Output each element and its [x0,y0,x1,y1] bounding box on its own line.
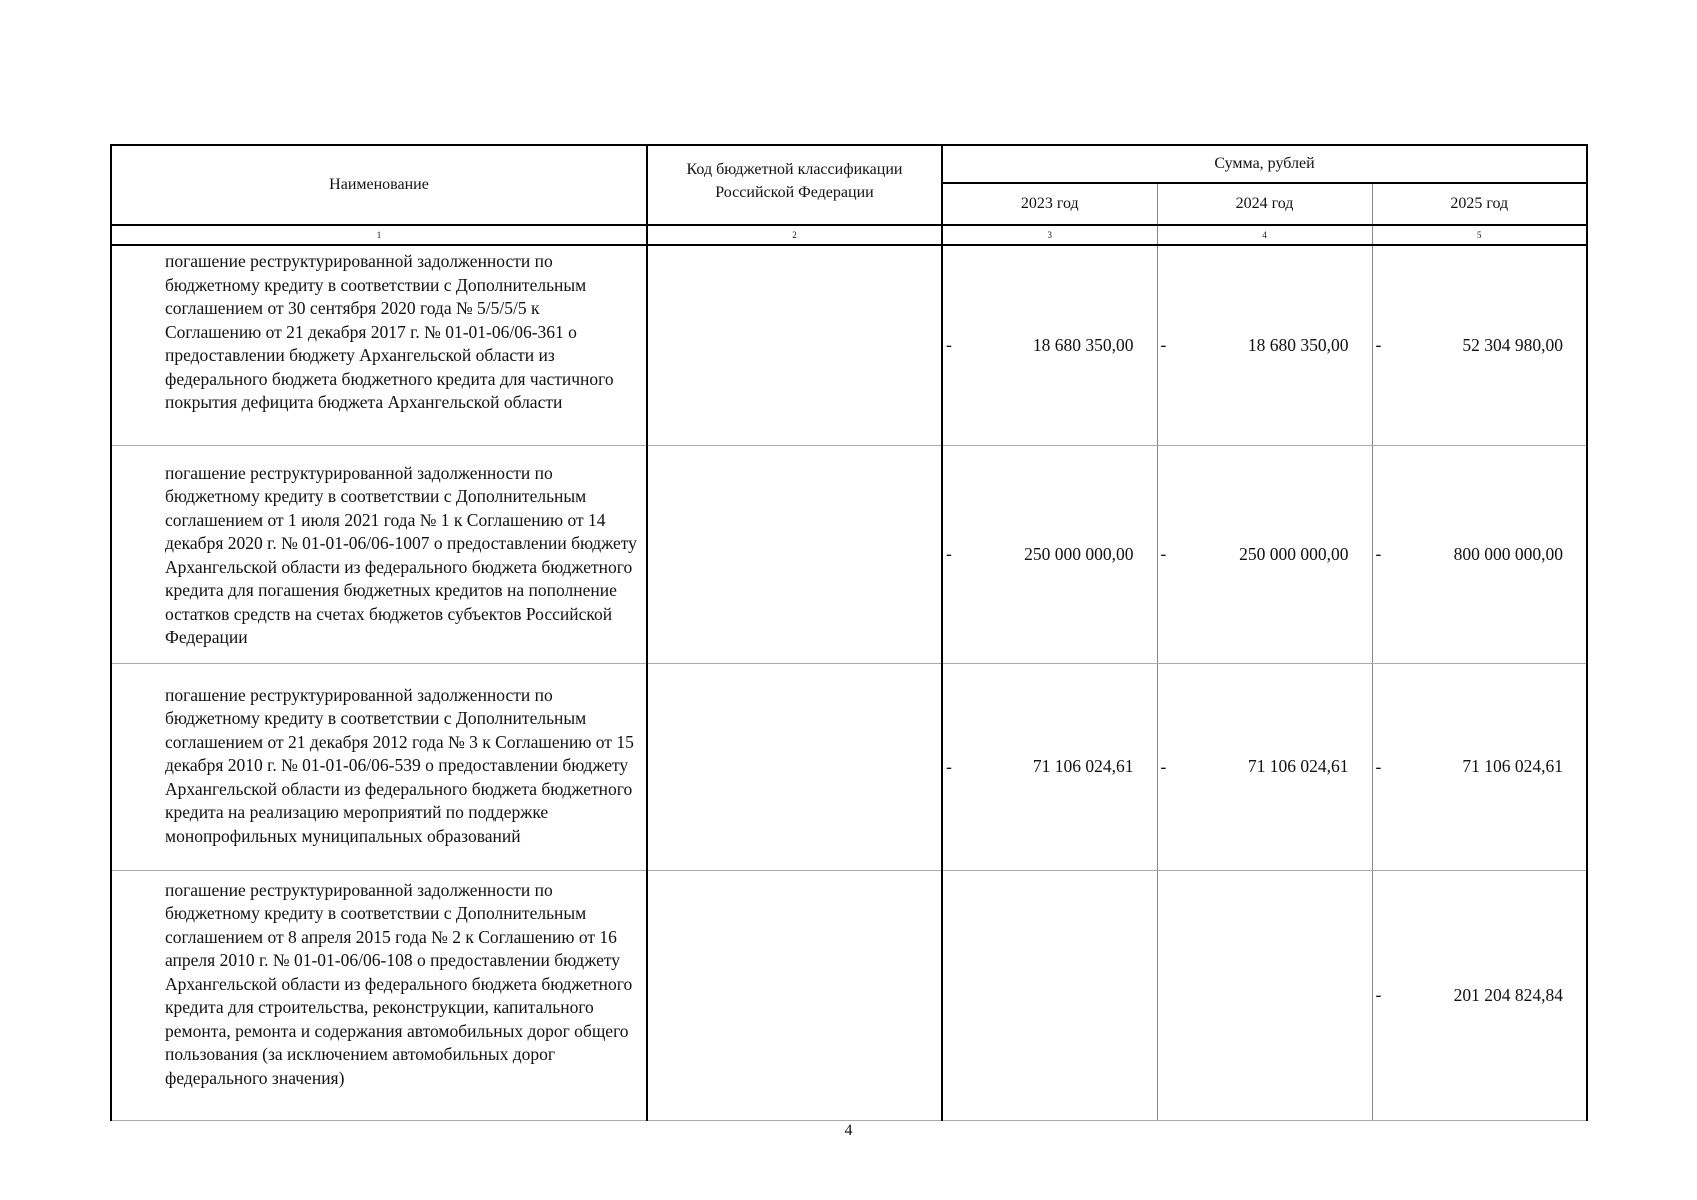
amount-cell-2023 [942,245,1157,445]
table-row [111,870,1587,1120]
amount-cell-2023 [942,445,1157,663]
amount-cell-2025 [1372,245,1587,445]
column-number: 1 [111,225,647,245]
dash-marker: - [1375,984,1382,1005]
amount-value: 52 304 980,00 [1462,334,1563,355]
table-row [111,663,1587,870]
amount-value: 18 680 350,00 [1247,334,1349,355]
row-name: погашение реструктурированной задолженности по бюджетному кредиту в соответствии с Дополнительным соглашением от 21 декабря 2012 года № 3 к Соглашению от 15 декабря 2010 г. № 01-01-06/06-539 о предоставлении бюджету Архангельской области из федерального бюджета бюджетного кредита на реализацию мероприятий по поддержке монопрофильных муниципальных образований [111,663,647,870]
column-numbers-row [111,225,1587,245]
amount-value: 71 106 024,61 [1247,756,1349,776]
amount-value: 800 000 000,00 [1453,543,1563,564]
row-budget-code [647,245,942,445]
dash-marker: - [946,543,952,564]
column-number: 4 [1157,225,1372,245]
dash-marker: - [1160,334,1167,355]
budget-table [110,144,1588,1121]
row-name: погашение реструктурированной задолженности по бюджетному кредиту в соответствии с Дополнительным соглашением от 8 апреля 2015 года № 2 к Соглашению от 16 апреля 2010 г. № 01-01-06/06-108 о предоставлении бюджету Архангельской области из федерального бюджета бюджетного кредита для строительства, реконструкции, капитального ремонта, ремонта и содержания автомобильных дорог общего пользования (за исключением автомобильных дорог федерального значения) [111,870,647,1120]
column-number: 2 [647,225,942,245]
header-year-2023: 2023 год [942,183,1157,225]
amount-value: 71 106 024,61 [1032,756,1134,776]
row-budget-code [647,870,942,1120]
dash-marker: - [946,756,952,776]
amount-cell-2024 [1157,870,1372,1120]
amount-cell-2024 [1157,663,1372,870]
column-number: 5 [1372,225,1587,245]
row-name: погашение реструктурированной задолженности по бюджетному кредиту в соответствии с Дополнительным соглашением от 30 сентября 2020 года № 5/5/5/5 к Соглашению от 21 декабря 2017 г. № 01-01-06/06-361 о предоставлении бюджету Архангельской области из федерального бюджета бюджетного кредита для частичного покрытия дефицита бюджета Архангельской области [111,245,647,445]
amount-cell-2024 [1157,245,1372,445]
dash-marker: - [1375,756,1382,776]
header-year-2024: 2024 год [1157,183,1372,225]
table-row [111,245,1587,445]
header-budget-code: Код бюджетной классификации Российской Федерации [647,145,942,225]
header-sum: Сумма, рублей [942,145,1587,183]
table-row [111,445,1587,663]
dash-marker: - [946,334,952,355]
amount-value: 250 000 000,00 [1024,543,1134,564]
amount-value: 71 106 024,61 [1462,756,1563,776]
row-budget-code [647,445,942,663]
dash-marker: - [1375,334,1382,355]
amount-cell-2023 [942,870,1157,1120]
row-name: погашение реструктурированной задолженности по бюджетному кредиту в соответствии с Дополнительным соглашением от 1 июля 2021 года № 1 к Соглашению от 14 декабря 2020 г. № 01-01-06/06-1007 о предоставлении бюджету Архангельской области из федерального бюджета бюджетного кредита для погашения бюджетных кредитов на пополнение остатков средств на счетах бюджетов субъектов Российской Федерации [111,445,647,663]
page-number: 4 [844,1122,853,1139]
amount-value: 18 680 350,00 [1032,334,1134,355]
header-name: Наименование [111,145,647,225]
amount-cell-2024 [1157,445,1372,663]
row-budget-code [647,663,942,870]
amount-cell-2025 [1372,445,1587,663]
amount-cell-2025 [1372,870,1587,1120]
amount-value: 250 000 000,00 [1239,543,1349,564]
amount-cell-2025 [1372,663,1587,870]
dash-marker: - [1375,543,1382,564]
column-number: 3 [942,225,1157,245]
dash-marker: - [1160,756,1167,776]
dash-marker: - [1160,543,1167,564]
amount-value: 201 204 824,84 [1453,984,1563,1005]
amount-cell-2023 [942,663,1157,870]
header-year-2025: 2025 год [1372,183,1587,225]
